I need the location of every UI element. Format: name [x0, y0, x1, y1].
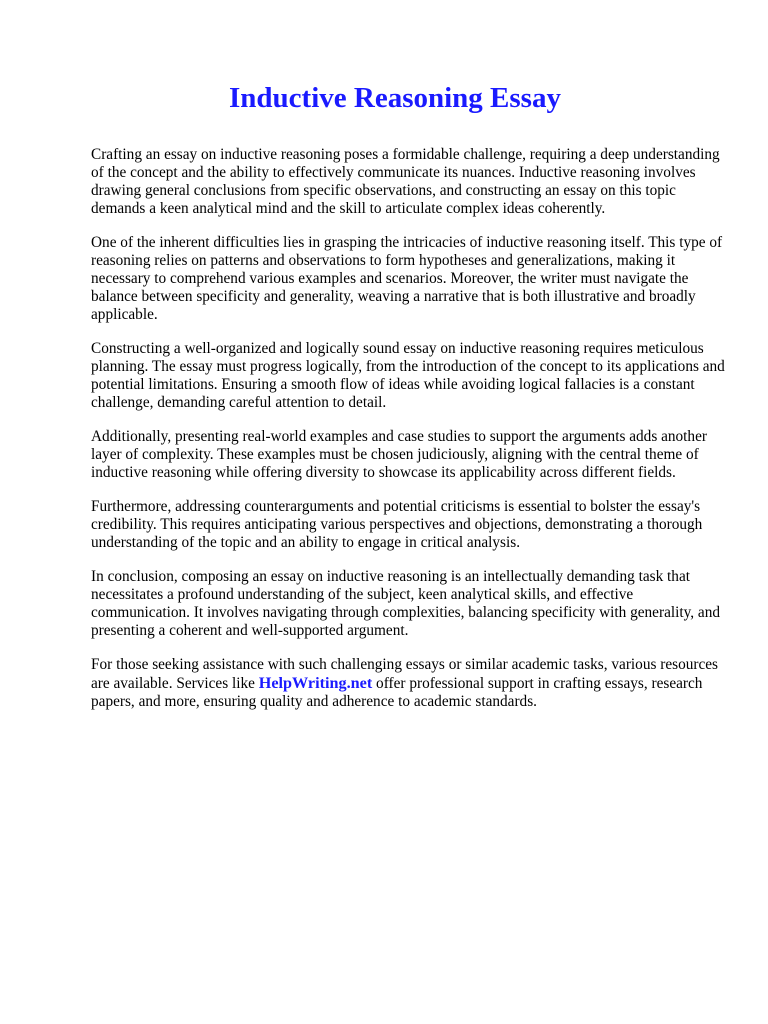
document-title: Inductive Reasoning Essay: [229, 82, 561, 114]
helpwriting-link[interactable]: HelpWriting.net: [258, 674, 373, 692]
closing-text-before-link: For those seeking assistance with such challenging essays or similar academic tasks, various resources are available. Services like: [91, 656, 719, 692]
document-page: [91, 80, 731, 727]
closing-text-after-link: offer professional support in crafting essays, research papers, and more, ensuring quality and adherence to academic standards.: [91, 675, 703, 710]
paragraph-1: Crafting an essay on inductive reasoning poses a formidable challenge, requiring a deep understanding of the concept and the ability to effectively communicate its nuances. Inductive reasoning involves drawing general conclusions from specific observations, and constructing an essay on this topic demands a keen analytical mind and the skill to articulate complex ideas coherently.: [91, 146, 720, 217]
paragraph-2: One of the inherent difficulties lies in grasping the intricacies of inductive reasoning itself. This type of reasoning relies on patterns and observations to form hypotheses and generalizations, making it necessary to comprehend various examples and scenarios. Moreover, the writer must navigate the balance between specificity and generality, weaving a narrative that is both illustrative and broadly applicable.: [91, 234, 723, 323]
paragraph-5: Furthermore, addressing counterarguments and potential criticisms is essential to bolster the essay's credibility. This requires anticipating various perspectives and objections, demonstrating a thorough understanding of the topic and an ability to engage in critical analysis.: [91, 498, 703, 551]
paragraph-4: Additionally, presenting real-world examples and case studies to support the arguments adds another layer of complexity. These examples must be chosen judiciously, aligning with the central theme of inductive reasoning while offering diversity to showcase its applicability across different fields.: [91, 428, 707, 481]
paragraph-3: Constructing a well-organized and logically sound essay on inductive reasoning requires meticulous planning. The essay must progress logically, from the introduction of the concept to its applications and potential limitations. Ensuring a smooth flow of ideas while avoiding logical fallacies is a constant challenge, demanding careful attention to detail.: [91, 340, 725, 411]
closing-paragraph: [91, 656, 731, 711]
paragraph-6: In conclusion, composing an essay on inductive reasoning is an intellectually demanding task that necessitates a profound understanding of the subject, keen analytical skills, and effective communication. It involves navigating through complexities, balancing specificity with generality, and presenting a coherent and well-supported argument.: [91, 568, 720, 639]
